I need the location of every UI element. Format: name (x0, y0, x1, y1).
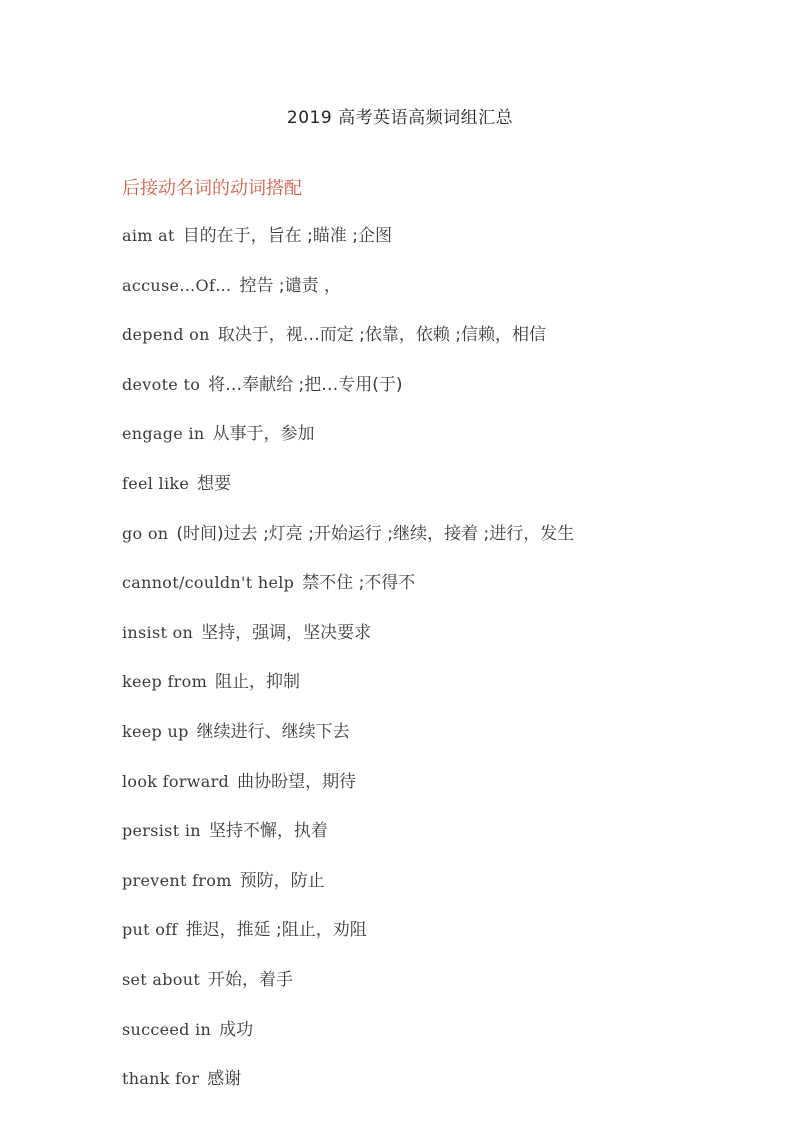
phrase-entry (122, 870, 742, 920)
phrase-term: keep from (122, 672, 208, 692)
phrase-meaning: 想要 (197, 473, 232, 494)
phrase-entry (122, 275, 742, 325)
phrase-term: keep up (122, 721, 189, 741)
phrase-entry (122, 820, 742, 870)
phrase-entry (122, 919, 742, 969)
phrase-term: prevent from (122, 870, 232, 890)
phrase-term: aim at (122, 226, 175, 245)
phrase-term: accuse…Of… (122, 275, 232, 295)
phrase-entry (122, 324, 742, 374)
phrase-term: look forward (122, 771, 230, 791)
phrase-meaning: 坚持不懈，执着 (208, 821, 328, 842)
phrase-entry (122, 622, 742, 672)
phrase-meaning: 阻止，抑制 (215, 672, 301, 693)
phrase-meaning: 成功 (219, 1019, 254, 1040)
phrase-entry (122, 473, 742, 523)
phrase-entry (122, 423, 742, 473)
phrase-meaning: 推迟，推延 ;阻止，劝阻 (185, 920, 367, 941)
phrase-term: devote to (122, 374, 201, 394)
section-heading: 后接动名词的动词搭配 (122, 178, 302, 199)
phrase-meaning: 禁不住 ;不得不 (302, 573, 416, 594)
phrase-meaning: 曲协盼望，期待 (237, 771, 357, 792)
phrase-meaning: 目的在于，旨在 ;瞄准 ;企图 (182, 226, 392, 246)
phrase-meaning: 继续进行、继续下去 (196, 721, 350, 742)
phrase-term: succeed in (122, 1019, 212, 1039)
phrase-entry (122, 1019, 742, 1069)
phrase-term: depend on (122, 325, 210, 345)
phrase-entry (122, 771, 742, 821)
phrase-meaning: 坚持，强调，坚决要求 (201, 622, 372, 643)
phrase-entry (122, 721, 742, 771)
phrase-meaning: 将…奉献给 ;把…专用(于) (208, 374, 403, 395)
phrase-meaning: 控告 ;谴责 ， (239, 275, 342, 296)
phrase-meaning: 取决于，视…而定 ;依靠，依赖 ;信赖，相信 (217, 325, 546, 346)
phrase-entry (122, 572, 742, 622)
phrase-meaning: (时间)过去 ;灯亮 ;开始运行 ;继续，接着 ;进行，发生 (176, 523, 575, 544)
phrase-entry (122, 225, 742, 275)
phrase-entry (122, 1068, 742, 1118)
phrase-term: set about (122, 969, 201, 989)
phrase-term: go on (122, 523, 169, 543)
phrase-term: engage in (122, 424, 205, 444)
phrase-list (122, 225, 742, 1118)
phrase-term: thank for (122, 1069, 200, 1089)
phrase-term: insist on (122, 622, 194, 642)
phrase-entry (122, 671, 742, 721)
phrase-meaning: 预防，防止 (239, 870, 325, 891)
phrase-meaning: 从事于，参加 (212, 424, 315, 445)
phrase-meaning: 感谢 (207, 1069, 242, 1090)
phrase-meaning: 开始，着手 (208, 969, 294, 990)
phrase-entry (122, 969, 742, 1019)
document-title: 2019 高考英语高频词组汇总 (286, 108, 514, 128)
phrase-term: persist in (122, 821, 201, 841)
phrase-term: cannot/couldn't help (122, 573, 295, 593)
phrase-entry (122, 374, 742, 424)
phrase-entry (122, 523, 742, 573)
phrase-term: put off (122, 920, 178, 940)
phrase-term: feel like (122, 473, 190, 493)
